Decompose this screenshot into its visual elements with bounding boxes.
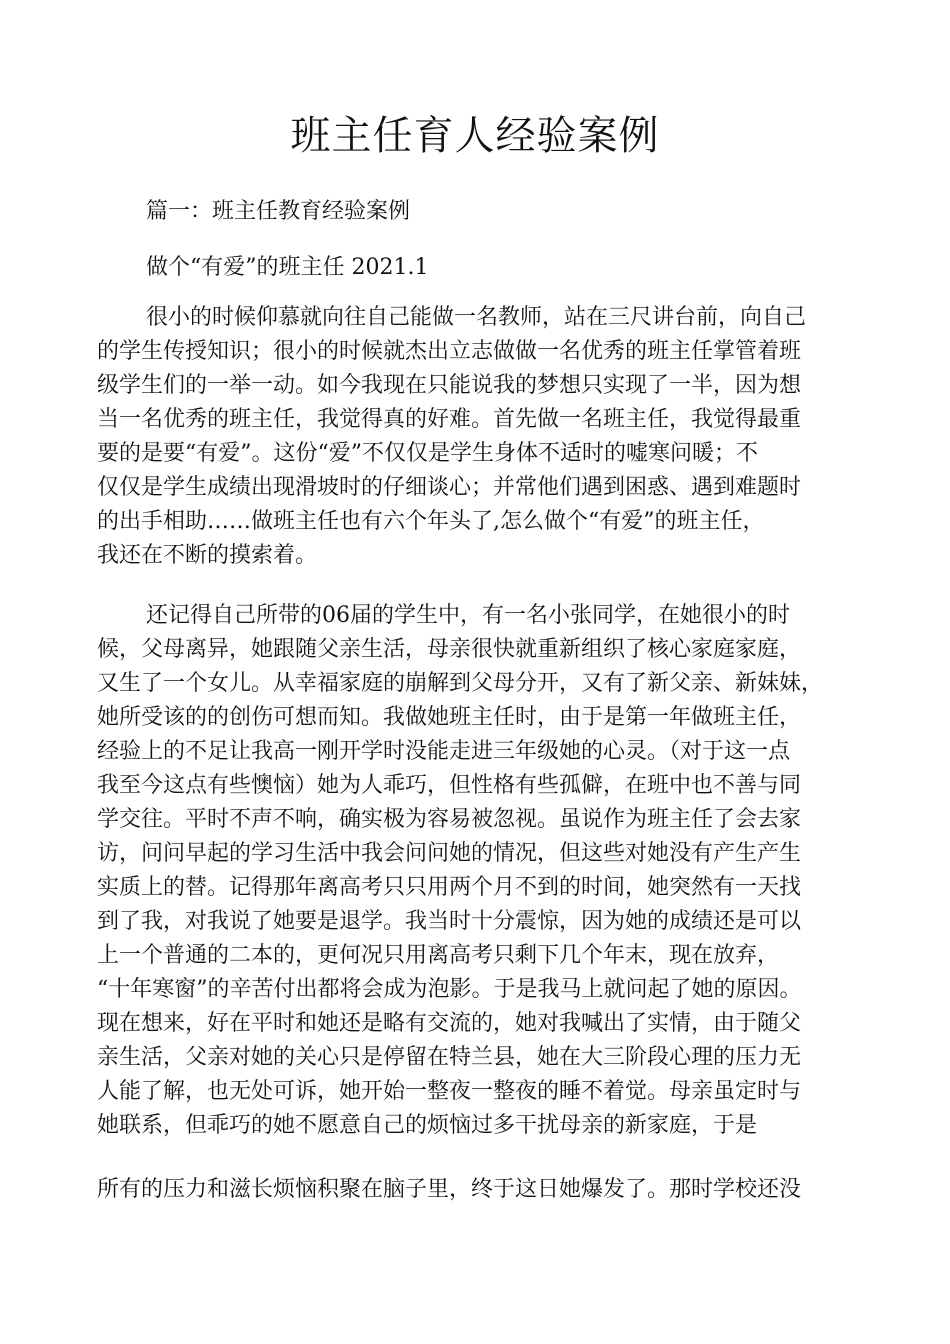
paragraph-line: 她联系，但乖巧的她不愿意自己的烦恼过多干扰母亲的新家庭，于是 xyxy=(97,1113,758,1138)
paragraph-line: 又生了一个女儿。从幸福家庭的崩解到父母分开，又有了新父亲、新妹妹， xyxy=(97,671,824,696)
paragraph-line: 还记得自己所带的06届的学生中，有一名小张同学，在她很小的时 xyxy=(146,603,790,628)
document-title: 班主任育人经验案例 xyxy=(290,113,660,159)
paragraph-line: 上一个普通的二本的，更何况只用离高考只剩下几个年末，现在放弃， xyxy=(97,943,780,968)
paragraph-line: 人能了解，也无处可诉，她开始一整夜一整夜的睡不着觉。母亲虽定时与 xyxy=(97,1079,802,1104)
paragraph-line: 经验上的不足让我高一刚开学时没能走进三年级她的心灵。（对于这一点 xyxy=(97,739,791,764)
paragraph-line: 的出手相助……做班主任也有六个年头了,怎么做个“有爱”的班主任， xyxy=(97,509,765,534)
paragraph-line: 到了我，对我说了她要是退学。我当时十分震惊，因为她的成绩还是可以 xyxy=(97,909,802,934)
paragraph-line: 所有的压力和滋长烦恼积聚在脑子里，终于这日她爆发了。那时学校还没 xyxy=(97,1177,802,1202)
paragraph-line: 要的是要“有爱”。这份“爱”不仅仅是学生身体不适时的嘘寒问暖；不 xyxy=(97,441,758,466)
article-heading: 做个“有爱”的班主任 2021.1 xyxy=(146,255,429,280)
paragraph-line: 很小的时候仰慕就向往自己能做一名教师，站在三尺讲台前，向自己 xyxy=(146,305,807,330)
paragraph-line: 我还在不断的摸索着。 xyxy=(97,543,318,568)
paragraph-line: 她所受该的的创伤可想而知。我做她班主任时，由于是第一年做班主任， xyxy=(97,705,802,730)
paragraph-line: 候，父母离异，她跟随父亲生活，母亲很快就重新组织了核心家庭家庭， xyxy=(97,637,802,662)
paragraph-line: 的学生传授知识；很小的时候就杰出立志做做一名优秀的班主任掌管着班 xyxy=(97,339,802,364)
paragraph-line: 亲生活，父亲对她的关心只是停留在特兰县，她在大三阶段心理的压力无 xyxy=(97,1045,802,1070)
paragraph-line: 级学生们的一举一动。如今我现在只能说我的梦想只实现了一半，因为想 xyxy=(97,373,802,398)
paragraph-line: 实质上的替。记得那年离高考只只用两个月不到的时间，她突然有一天找 xyxy=(97,875,802,900)
paragraph-line: 我至今这点有些懊恼）她为人乖巧，但性格有些孤僻，在班中也不善与同 xyxy=(97,773,802,798)
paragraph-line: “十年寒窗”的辛苦付出都将会成为泡影。于是我马上就问起了她的原因。 xyxy=(97,977,802,1002)
paragraph-line: 仅仅是学生成绩出现滑坡时的仔细谈心；并常他们遇到困惑、遇到难题时 xyxy=(97,475,802,500)
section-subtitle: 篇一：班主任教育经验案例 xyxy=(146,199,411,224)
paragraph-line: 当一名优秀的班主任，我觉得真的好难。首先做一名班主任，我觉得最重 xyxy=(97,407,802,432)
paragraph-line: 现在想来，好在平时和她还是略有交流的，她对我喊出了实情，由于随父 xyxy=(97,1011,802,1036)
paragraph-line: 访，问问早起的学习生活中我会问问她的情况，但这些对她没有产生产生 xyxy=(97,841,802,866)
paragraph-line: 学交往。平时不声不响，确实极为容易被忽视。虽说作为班主任了会去家 xyxy=(97,807,802,832)
